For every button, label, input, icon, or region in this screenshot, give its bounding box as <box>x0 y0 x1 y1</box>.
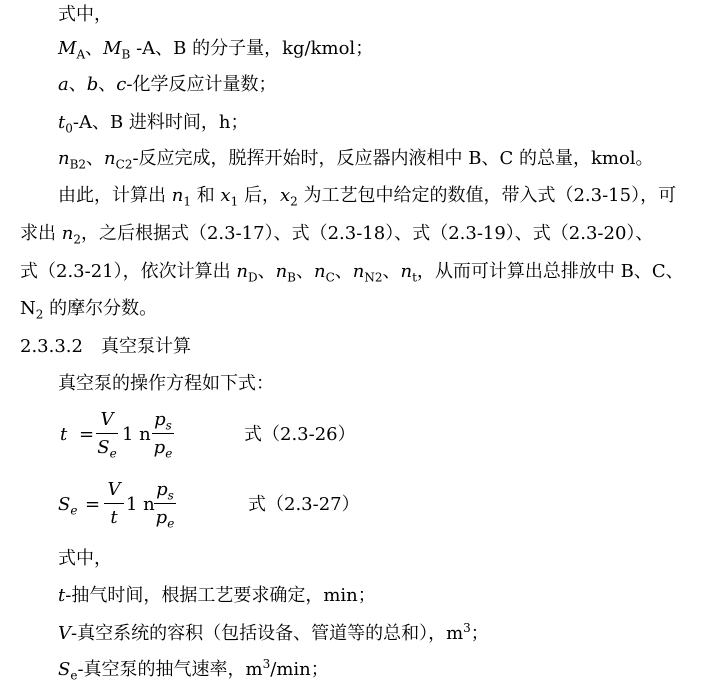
formula-ln: 1 n <box>126 494 155 515</box>
section-heading <box>20 334 191 360</box>
formula-lhs: $S_e$ <box>58 494 78 518</box>
text: 为工艺包中给定的数值，带入式（2.3-15），可 <box>297 185 677 206</box>
symbol: t <box>58 112 66 133</box>
text: -反应完成，脱挥开始时，反应器内液相中 B、C 的总量，kmol。 <box>132 148 654 169</box>
text: ，之后根据式（2.3-17）、式（2.3-18）、式（2.3-19）、式（2.3-20）、 <box>80 223 654 244</box>
denominator: $p_e$ <box>155 507 175 531</box>
text-line-14 <box>58 546 112 572</box>
text: -化学反应计量数； <box>126 74 277 95</box>
subscript: 0 <box>65 121 73 136</box>
text-line-17 <box>58 657 329 683</box>
symbol: V <box>58 623 71 644</box>
text: 式（2.3-21），依次计算出 <box>20 261 237 282</box>
text: N <box>20 298 36 319</box>
symbol: x <box>279 185 291 206</box>
text-line-1 <box>58 2 112 28</box>
text: ； <box>470 623 489 644</box>
fraction-bar <box>154 503 176 504</box>
text: /min； <box>270 659 329 680</box>
text-line-3 <box>58 72 276 98</box>
text: -真空泵的抽气速率，m <box>77 659 263 680</box>
subscript: 1 <box>183 194 191 209</box>
text-line-11 <box>58 371 274 397</box>
subscript: e <box>70 668 78 683</box>
formula-2-3-27 <box>0 475 708 545</box>
numerator: $p_s$ <box>154 409 172 433</box>
subscript: N2 <box>364 270 383 285</box>
formula-equals: = <box>79 424 95 445</box>
text: -A、B 的分子量，kg/kmol； <box>130 38 374 59</box>
subscript: D <box>247 270 258 285</box>
subscript: 2 <box>73 232 81 247</box>
symbol: M <box>58 38 77 59</box>
subscript: 1 <box>230 194 239 209</box>
text: 2.3.3.2 真空泵计算 <box>20 336 191 357</box>
symbol: n <box>400 261 413 282</box>
symbol: n <box>58 148 70 169</box>
fraction-bar <box>96 433 118 434</box>
text: 式中， <box>58 548 112 569</box>
formula-label: 式（2.3-27） <box>248 494 360 515</box>
subscript: 2 <box>35 307 44 322</box>
numerator: V <box>100 409 114 430</box>
formula-lhs: t <box>60 424 68 445</box>
text: 、 <box>295 261 314 282</box>
text: 、 <box>68 74 87 95</box>
text-line-16 <box>58 621 489 647</box>
subscript: A <box>76 47 86 62</box>
text: 、 <box>382 261 401 282</box>
symbol: b <box>86 74 99 95</box>
text: 和 <box>190 185 221 206</box>
numerator: V <box>107 479 121 500</box>
symbol: n <box>352 261 365 282</box>
text-line-8 <box>20 259 684 285</box>
text: 、 <box>86 148 105 169</box>
symbol: n <box>236 261 248 282</box>
superscript: 3 <box>463 621 471 635</box>
fraction-v-over-t <box>104 478 124 530</box>
formula-label: 式（2.3-26） <box>244 424 356 445</box>
subscript: B <box>121 47 131 62</box>
text-line-9 <box>20 296 157 322</box>
symbol: t <box>58 585 66 606</box>
symbol: a <box>58 74 69 95</box>
subscript: B <box>287 270 296 285</box>
fraction-bar <box>152 433 174 434</box>
text: 真空泵的操作方程如下式： <box>58 373 274 394</box>
symbol: S <box>58 659 71 680</box>
text-line-7 <box>20 221 653 247</box>
denominator: $p_e$ <box>153 437 173 461</box>
fraction-ps-over-pe <box>154 478 176 530</box>
text: 求出 <box>20 223 62 244</box>
text: -A、B 进料时间，h； <box>72 112 249 133</box>
subscript: 2 <box>290 194 298 209</box>
text-line-4 <box>58 110 249 136</box>
superscript: 3 <box>262 657 271 671</box>
symbol: c <box>116 74 127 95</box>
symbol: x <box>220 185 231 206</box>
text: 、 <box>334 261 353 282</box>
text: ，从而可计算出总排放中 B、C、 <box>416 261 684 282</box>
symbol: M <box>103 38 122 59</box>
symbol: n <box>275 261 288 282</box>
text: -真空系统的容积（包括设备、管道等的总和），m <box>71 623 464 644</box>
symbol: n <box>61 223 74 244</box>
numerator: $p_s$ <box>156 479 174 503</box>
text: 的摩尔分数。 <box>43 298 158 319</box>
formula-2-3-26 <box>0 405 708 475</box>
symbol: n <box>104 148 116 169</box>
text-line-5 <box>58 146 654 172</box>
symbol: n <box>313 261 326 282</box>
text: 、 <box>257 261 276 282</box>
formula-ln: 1 n <box>122 424 151 445</box>
formula-equals: = <box>85 494 101 515</box>
text: 式中， <box>58 4 112 25</box>
subscript: C <box>325 270 335 285</box>
symbol: n <box>171 185 184 206</box>
fraction-v-over-se <box>96 408 118 460</box>
subscript: t <box>412 270 417 285</box>
fraction-ps-over-pe <box>152 408 174 460</box>
text-line-15 <box>58 583 376 609</box>
denominator: $S_e$ <box>97 437 117 461</box>
text: 由此，计算出 <box>58 185 172 206</box>
text: 、 <box>98 74 117 95</box>
text-line-2 <box>58 36 373 62</box>
text: 后， <box>238 185 280 206</box>
text: 、 <box>85 38 104 59</box>
text-line-6 <box>58 183 676 209</box>
text: -抽气时间，根据工艺要求确定，min； <box>65 585 376 606</box>
subscript: B2 <box>69 157 87 172</box>
subscript: C2 <box>115 157 133 172</box>
denominator: t <box>110 507 118 528</box>
fraction-bar <box>104 503 124 504</box>
